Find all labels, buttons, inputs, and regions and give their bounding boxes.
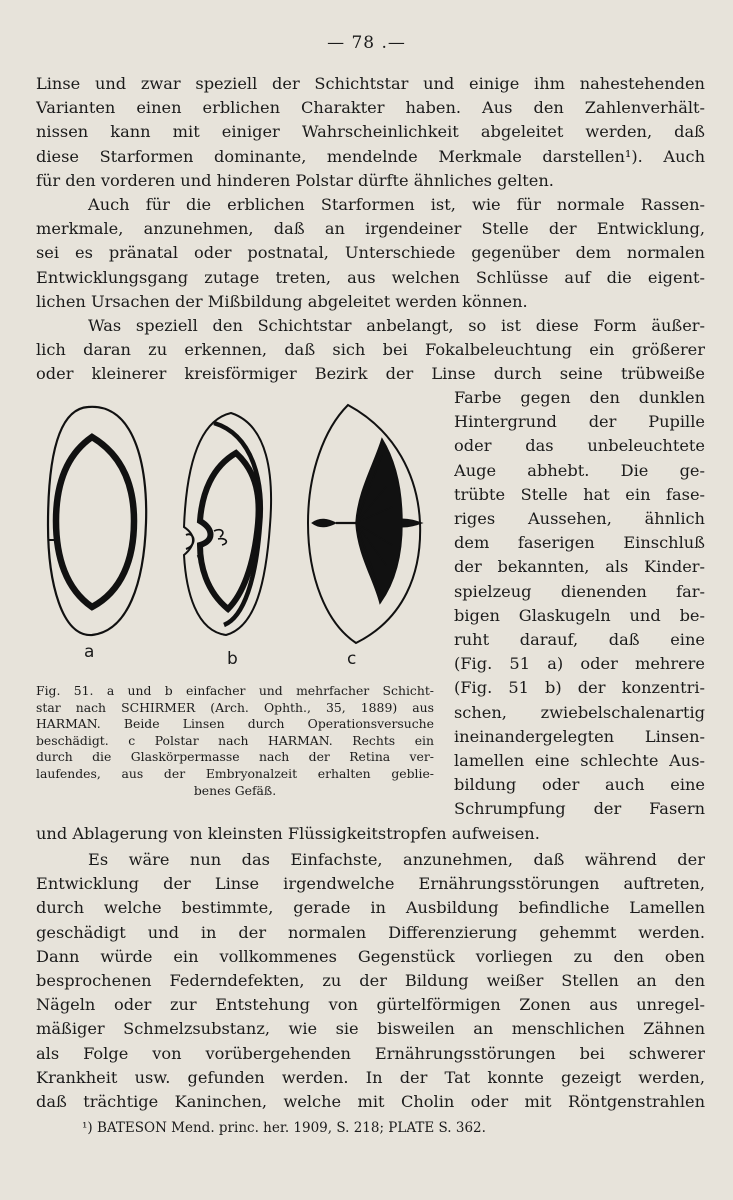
caption-line: laufendes, aus der Embryonalzeit erhalten geblie-	[36, 765, 434, 781]
text-line: bigen Glaskugeln und be-	[454, 605, 705, 625]
text-line: oder kleinerer kreisförmiger Bezirk der Linse durch seine trübweiße	[36, 364, 705, 384]
text-line: der bekannten, als Kinder-	[454, 557, 705, 577]
figure-label-c: c	[347, 649, 357, 669]
paragraph-3-continuation	[36, 822, 705, 846]
text-line: Entwicklungsgang zutage treten, aus welchen Schlüsse auf die eigent-	[36, 267, 705, 287]
text-line: daß trächtige Kaninchen, welche mit Cholin oder mit Röntgenstrahlen	[36, 1092, 705, 1112]
text-line: ruht darauf, daß eine	[454, 630, 705, 650]
figure-label-b: b	[227, 649, 238, 669]
text-line: (Fig. 51 a) oder mehrere	[454, 654, 705, 674]
lens-a-illustration	[48, 407, 146, 635]
text-line: und Ablagerung von kleinsten Flüssigkeitstropfen aufweisen.	[36, 824, 540, 843]
text-line: lich daran zu erkennen, daß sich bei Fokalbeleuchtung ein größerer	[36, 340, 705, 360]
text-line: Was speziell den Schichtstar anbelangt, so ist diese Form äußer-	[88, 316, 705, 335]
text-line: trübte Stelle hat ein fase-	[454, 484, 705, 504]
text-line: für den vorderen und hinderen Polstar dürfte ähnliches gelten.	[36, 170, 554, 190]
caption-line: HARMAN. Beide Linsen durch Operationsversuche	[36, 716, 434, 732]
text-line: ineinandergelegten Linsen-	[454, 726, 705, 746]
text-line: sei es pränatal oder postnatal, Unterschiede gegenüber dem normalen	[36, 243, 705, 263]
lens-c-illustration	[308, 405, 422, 643]
figure-caption	[36, 683, 434, 799]
text-line: spielzeug dienenden far-	[454, 581, 705, 601]
text-line: Auge abhebt. Die ge-	[454, 460, 705, 480]
text-line: Nägeln oder zur Entstehung von gürtelförmigen Zonen aus unregel-	[36, 995, 705, 1015]
caption-line: beschädigt. c Polstar nach HARMAN. Rechts ein	[36, 732, 434, 748]
text-line: Auch für die erblichen Starformen ist, wie für normale Rassen-	[88, 195, 705, 214]
text-line: mäßiger Schmelzsubstanz, wie sie bisweilen an menschlichen Zähnen	[36, 1019, 705, 1039]
text-line: besprochenen Federndefekten, zu der Bildung weißer Stellen an den	[36, 971, 705, 991]
paragraph-4	[36, 848, 705, 1114]
figure-51	[36, 395, 442, 685]
text-line: lamellen eine schlechte Aus-	[454, 751, 705, 771]
text-line: bildung oder auch eine	[454, 775, 705, 795]
text-line: schen, zwiebelschalenartig	[454, 702, 705, 722]
lens-illustrations	[36, 395, 442, 655]
text-line: nissen kann mit einiger Wahrscheinlichkeit abgeleitet werden, daß	[36, 122, 705, 142]
text-line: Es wäre nun das Einfachste, anzunehmen, daß während der	[88, 850, 705, 869]
text-line: merkmale, anzunehmen, daß an irgendeiner Stelle der Entwicklung,	[36, 219, 705, 239]
lens-b-illustration	[184, 413, 271, 635]
caption-line: benes Gefäß.	[193, 782, 277, 798]
text-line: riges Aussehen, ähnlich	[454, 509, 705, 529]
text-line: Krankheit usw. gefunden werden. In der Tat konnte gezeigt werden,	[36, 1067, 705, 1087]
text-line: Varianten einen erblichen Charakter haben. Aus den Zahlenverhält-	[36, 98, 705, 118]
text-line: Linse und zwar speziell der Schichtstar und einige ihm nahestehenden	[36, 74, 705, 93]
text-line: durch welche bestimmte, gerade in Ausbildung befindliche Lamellen	[36, 898, 705, 918]
paragraph-1	[36, 72, 705, 193]
text-line: Schrumpfung der Fasern	[454, 799, 705, 819]
text-line: Hintergrund der Pupille	[454, 412, 705, 432]
paragraph-2	[36, 193, 705, 314]
text-line: Farbe gegen den dunklen	[454, 388, 705, 407]
text-line: (Fig. 51 b) der konzentri-	[454, 678, 705, 698]
paragraph-3-side-column	[454, 386, 705, 822]
text-line: diese Starformen dominante, mendelnde Merkmale darstellen¹). Auch	[36, 146, 705, 166]
footnote: ¹) BATESON Mend. princ. her. 1909, S. 218; PLATE S. 362.	[82, 1120, 486, 1136]
text-line: Entwicklung der Linse irgendwelche Ernährungsstörungen auftreten,	[36, 874, 705, 894]
text-line: als Folge von vorübergehenden Ernährungsstörungen bei schwerer	[36, 1043, 705, 1063]
text-line: oder das unbeleuchtete	[454, 436, 705, 456]
page-number: — 78 .—	[327, 33, 406, 53]
caption-line: durch die Glaskörpermasse nach der Retina ver-	[36, 749, 434, 765]
figure-label-a: a	[84, 642, 95, 662]
paragraph-3	[36, 314, 705, 387]
text-line: geschädigt und in der normalen Differenzierung gehemmt werden.	[36, 922, 705, 942]
caption-line: Fig. 51. a und b einfacher und mehrfacher Schicht-	[36, 683, 434, 698]
caption-line: star nach SCHIRMER (Arch. Ophth., 35, 1889) aus	[36, 699, 434, 715]
text-line: Dann würde ein vollkommenes Gegenstück vorliegen zu den oben	[36, 946, 705, 966]
text-line: lichen Ursachen der Mißbildung abgeleitet werden können.	[36, 291, 528, 311]
text-line: dem faserigen Einschluß	[454, 533, 705, 553]
